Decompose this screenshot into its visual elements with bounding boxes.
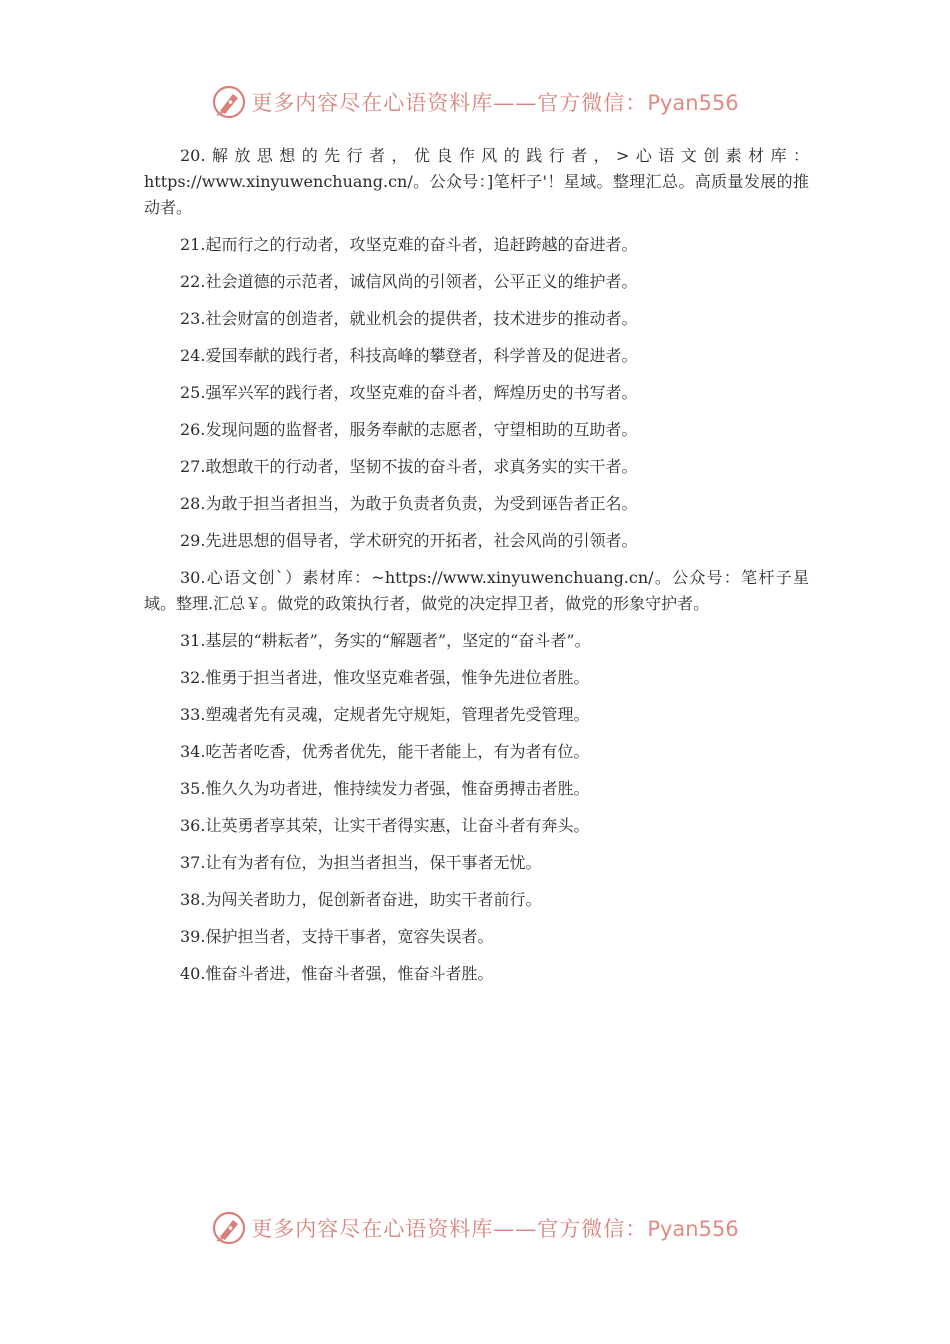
document-body — [144, 143, 809, 998]
paragraph-21: 21.起而行之的行动者，攻坚克难的奋斗者，追赶跨越的奋进者。 — [180, 235, 638, 254]
paragraph-29: 29.先进思想的倡导者，学术研究的开拓者，社会风尚的引领者。 — [180, 531, 638, 550]
paragraph-36: 36.让英勇者享其荣，让实干者得实惠，让奋斗者有奔头。 — [180, 816, 590, 835]
paragraph-37: 37.让有为者有位，为担当者担当，保干事者无忧。 — [180, 853, 542, 872]
footer-banner-text: 更多内容尽在心语资料库——官方微信：Pyan556 — [251, 1217, 739, 1241]
footer-wechat-id: Pyan556 — [647, 1217, 739, 1241]
paragraph-33: 33.塑魂者先有灵魂，定规者先守规矩，管理者先受管理。 — [180, 705, 590, 724]
paragraph-24: 24.爱国奉献的践行者，科技高峰的攀登者，科学普及的促进者。 — [180, 346, 638, 365]
paragraph-22: 22.社会道德的示范者，诚信风尚的引领者，公平正义的维护者。 — [180, 272, 638, 291]
paragraph-34: 34.吃苦者吃香，优秀者优先，能干者能上，有为者有位。 — [180, 742, 590, 761]
header-banner — [0, 82, 950, 122]
paragraph-35: 35.惟久久为功者进，惟持续发力者强，惟奋勇搏击者胜。 — [180, 779, 590, 798]
paragraph-39: 39.保护担当者，支持干事者，宽容失误者。 — [180, 927, 494, 946]
paragraph-20: 20.解放思想的先行者，优良作风的践行者，>心语文创素材库：https://www.xinyuwenchuang.cn/。公众号：]笔杆子'！星域。整理汇总。高质量发展的推动者。 — [144, 146, 809, 217]
paragraph-27: 27.敢想敢干的行动者，坚韧不拔的奋斗者，求真务实的实干者。 — [180, 457, 638, 476]
paragraph-23: 23.社会财富的创造者，就业机会的提供者，技术进步的推动者。 — [180, 309, 638, 328]
paragraph-25: 25.强军兴军的践行者，攻坚克难的奋斗者，辉煌历史的书写者。 — [180, 383, 638, 402]
paragraph-30: 30.心语文创`）素材库：~https://www.xinyuwenchuang.cn/。公众号：笔杆子星域。整理.汇总￥。做党的政策执行者，做党的决定捍卫者，做党的形象守护者。 — [144, 568, 809, 613]
footer-banner — [0, 1208, 950, 1248]
paragraph-26: 26.发现问题的监督者，服务奉献的志愿者，守望相助的互助者。 — [180, 420, 638, 439]
paragraph-28: 28.为敢于担当者担当，为敢于负责者负责，为受到诬告者正名。 — [180, 494, 638, 513]
pen-nib-circle-icon — [211, 84, 247, 120]
paragraph-38: 38.为闯关者助力，促创新者奋进，助实干者前行。 — [180, 890, 542, 909]
paragraph-32: 32.惟勇于担当者进，惟攻坚克难者强，惟争先进位者胜。 — [180, 668, 590, 687]
paragraph-31: 31.基层的“耕耘者”，务实的“解题者”，坚定的“奋斗者”。 — [180, 631, 591, 650]
pen-nib-circle-icon — [211, 1210, 247, 1246]
header-wechat-id: Pyan556 — [647, 91, 739, 115]
paragraph-40: 40.惟奋斗者进，惟奋斗者强，惟奋斗者胜。 — [180, 964, 494, 983]
header-banner-text: 更多内容尽在心语资料库——官方微信：Pyan556 — [251, 91, 739, 115]
